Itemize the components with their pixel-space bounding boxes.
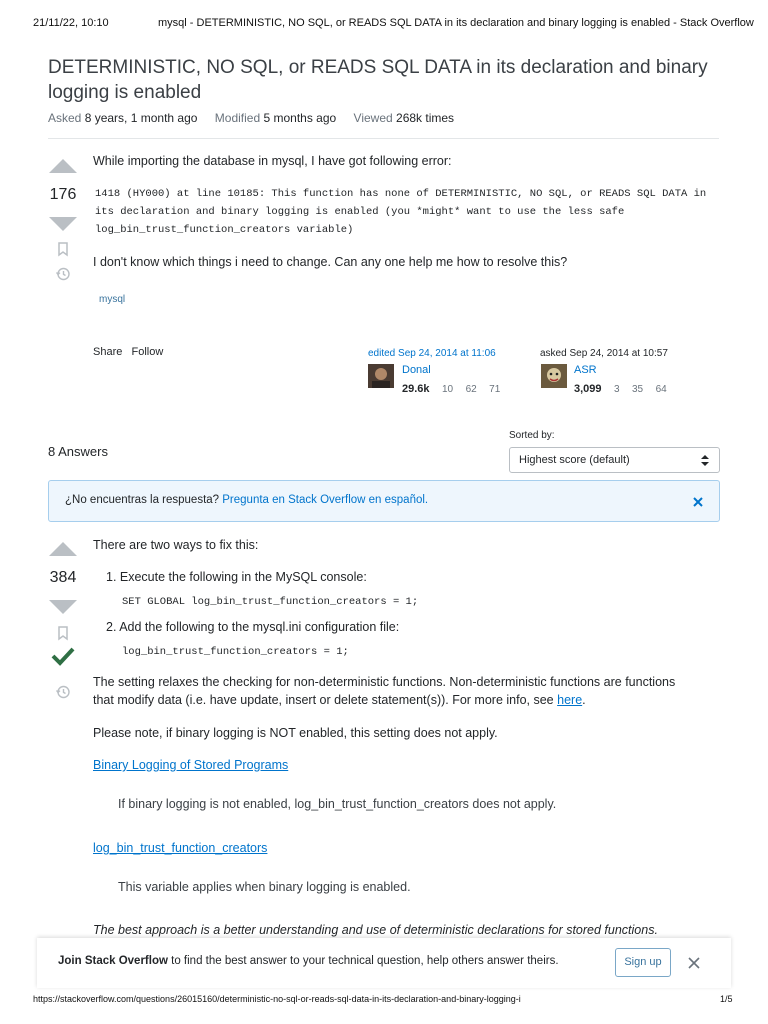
question-intro: While importing the database in mysql, I have got following error: [93,154,452,168]
here-link[interactable]: here [557,693,583,707]
answers-count: 8 Answers [48,444,108,459]
answer-para-2: Please note, if binary logging is NOT enabled, this setting does not apply. [93,726,498,740]
question-title[interactable]: DETERMINISTIC, NO SQL, or READS SQL DATA in its declaration and binary logging is enabled [48,57,708,103]
history-icon[interactable] [55,266,71,282]
binary-logging-link[interactable]: Binary Logging of Stored Programs [93,758,289,772]
question-followup: I don't know which things i need to change. Can any one help me how to resolve this? [93,255,568,269]
notice-text: ¿No encuentras la respuesta? [65,494,220,506]
print-title: mysql - DETERMINISTIC, NO SQL, or READS SQL DATA in its declaration and binary logging is enabled - Stack Overflow [158,17,754,29]
bookmark-icon[interactable] [55,241,71,257]
asker-avatar[interactable] [541,364,567,388]
footer-page: 1/5 [720,994,733,1004]
error-block: 1418 (HY000) at line 10185: This function has none of DETERMINISTIC, NO SQL, or READS SQL DATA in its declaration and binary logging is enabled (you *might* want to use the less safe log_bin_trust_function_creators variable) [95,188,707,236]
editor-name[interactable]: Donal [402,364,431,376]
asked-value[interactable]: 8 years, 1 month ago [84,111,198,125]
signup-button[interactable]: Sign up [615,948,671,977]
answer-para-1: The setting relaxes the checking for non-deterministic functions. Non-deterministic functions are functions that modify data (i.e. have update, insert or delete statement(s)). For more info, see here. [93,675,676,707]
post-menu [93,346,163,358]
modified-value[interactable]: 5 months ago [263,111,337,125]
quote-2: This variable applies when binary logging is enabled. [118,880,411,894]
editor-avatar[interactable] [368,364,394,388]
banner-close-icon[interactable] [688,957,700,969]
answer-vote-count: 384 [49,569,77,586]
sort-chevron-icon [701,455,709,466]
answer-upvote-button[interactable] [49,542,77,556]
asked-timestamp: asked Sep 24, 2014 at 10:57 [540,348,668,359]
asker-name[interactable]: ASR [574,364,597,376]
edited-card [368,348,496,359]
share-link[interactable]: Share [93,346,123,358]
upvote-button[interactable] [49,159,77,173]
banner-text: to find the best answer to your technical question, help others answer theirs. [171,955,559,967]
editor-stats: 29.6k 10 62 71 [402,383,501,395]
answer-intro: There are two ways to fix this: [93,538,259,552]
follow-link[interactable]: Follow [131,346,164,358]
downvote-button[interactable] [49,217,77,231]
question-meta [48,111,468,125]
accepted-checkmark-icon [51,646,75,666]
viewed-label: Viewed [353,111,393,125]
answer-step-2: 2. Add the following to the mysql.ini configuration file: [106,620,400,634]
close-icon[interactable] [693,497,703,507]
asked-label: Asked [48,111,82,125]
spanish-notice [48,480,720,522]
asked-card [540,348,668,359]
answer-bookmark-icon[interactable] [55,625,71,641]
viewed-value: 268k times [396,111,455,125]
quote-1: If binary logging is not enabled, log_bin_trust_function_creators does not apply. [118,797,557,811]
sorted-by-label: Sorted by: [509,430,555,441]
edited-timestamp[interactable]: edited Sep 24, 2014 at 11:06 [368,348,496,359]
banner-bold: Join Stack Overflow [58,955,168,967]
answer-code-2: log_bin_trust_function_creators = 1; [122,646,349,658]
answer-history-icon[interactable] [55,684,71,700]
asker-stats: 3,099 3 35 64 [574,383,667,395]
notice-link[interactable]: Pregunta en Stack Overflow en español. [222,494,429,506]
answer-step-1: 1. Execute the following in the MySQL console: [106,570,367,584]
tag-mysql[interactable]: mysql [99,294,126,305]
footer-url: https://stackoverflow.com/questions/26015160/deterministic-no-sql-or-reads-sql-data-in-its-declaration-and-binary-logging-i [33,994,521,1004]
question-vote-count: 176 [49,186,77,203]
modified-label: Modified [214,111,261,125]
divider [48,138,719,139]
sort-select[interactable]: Highest score (default) [509,447,720,473]
print-date: 21/11/22, 10:10 [33,17,109,29]
answer-code-1: SET GLOBAL log_bin_trust_function_creators = 1; [122,596,419,608]
answer-para-3: The best approach is a better understanding and use of deterministic declarations for stored functions. [93,923,658,937]
answer-downvote-button[interactable] [49,600,77,614]
log-bin-link[interactable]: log_bin_trust_function_creators [93,841,268,855]
